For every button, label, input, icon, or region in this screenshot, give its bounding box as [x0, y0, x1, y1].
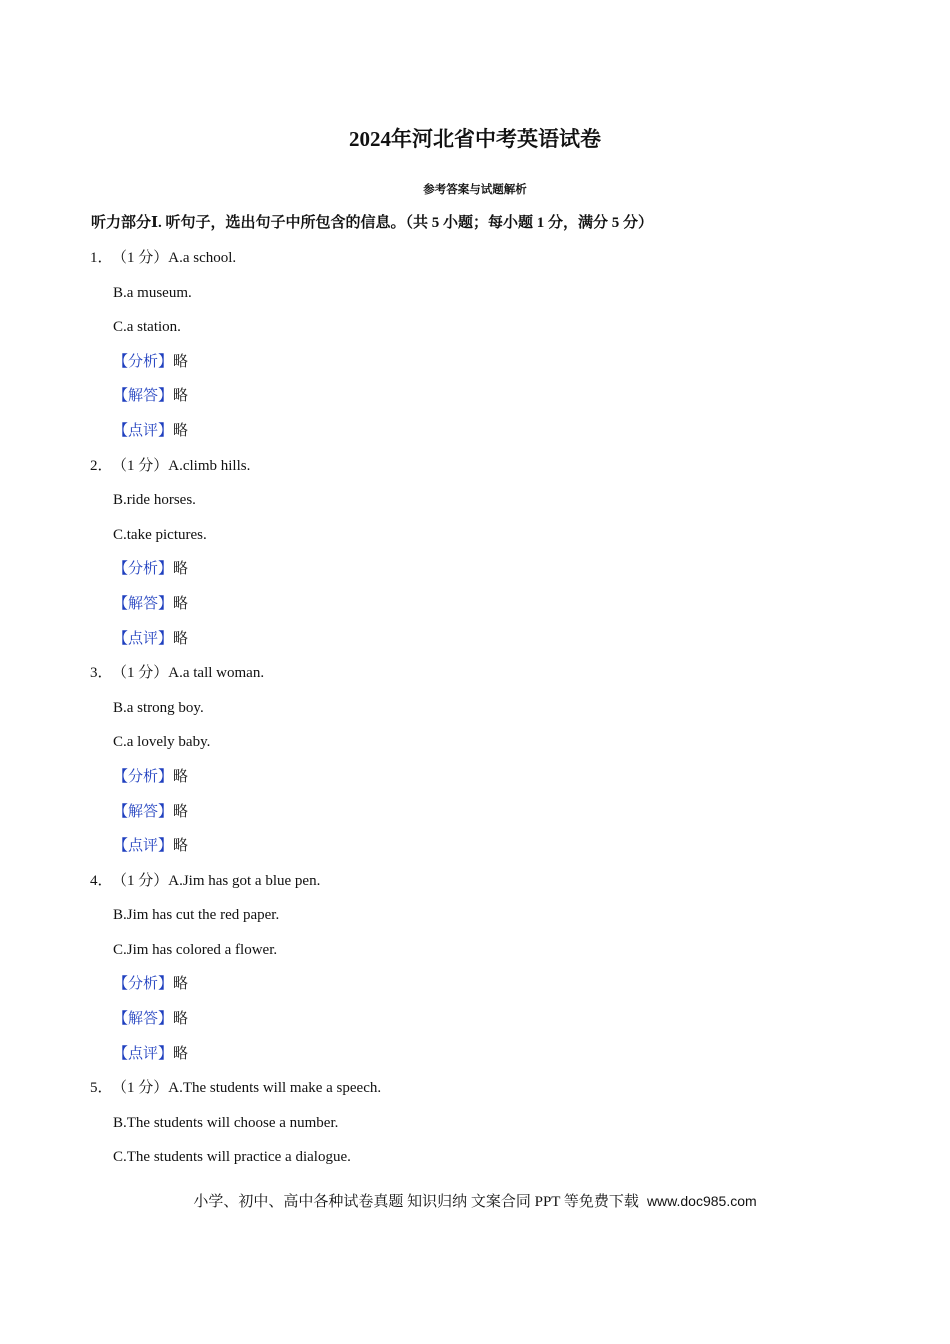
footer-url[interactable]: www.doc985.com — [646, 1193, 757, 1209]
question-score: （1 分） — [112, 665, 169, 682]
comment-row — [90, 1037, 870, 1072]
comment-text: 略 — [173, 630, 189, 647]
footer-text: 小学、初中、高中各种试卷真题 知识归纳 文案合同 PPT 等免费下载 — [193, 1194, 639, 1210]
analysis-row — [90, 345, 870, 380]
option-b: B.Jim has cut the red paper. — [113, 907, 280, 924]
question-score: （1 分） — [112, 872, 169, 889]
option-c: C.take pictures. — [113, 526, 207, 543]
question-score: （1 分） — [112, 250, 169, 266]
answer-label: 【解答】 — [113, 595, 174, 612]
analysis-text: 略 — [173, 353, 189, 370]
analysis-label: 【分析】 — [113, 976, 174, 993]
option-c: C.The students will practice a dialogue. — [113, 1149, 351, 1166]
question-number: 2． — [90, 457, 113, 474]
answer-label: 【解答】 — [113, 1011, 174, 1028]
question-stem — [90, 1071, 870, 1106]
question-stem — [90, 656, 870, 691]
question-number: 3． — [90, 665, 113, 682]
question-number: 5． — [90, 1080, 113, 1097]
option-a: A.The students will make a speech. — [168, 1080, 382, 1097]
comment-row — [90, 622, 870, 657]
answer-text: 略 — [173, 388, 189, 405]
option-a: A.a tall woman. — [168, 665, 265, 682]
question-list — [90, 241, 870, 1175]
question-2 — [90, 449, 870, 657]
question-1 — [90, 241, 870, 449]
answer-text: 略 — [173, 803, 189, 820]
question-3 — [90, 656, 870, 864]
option-a: A.climb hills. — [168, 457, 251, 474]
question-5 — [90, 1071, 870, 1175]
question-number: 4． — [90, 872, 113, 889]
question-number: 1． — [90, 250, 113, 266]
analysis-label: 【分析】 — [113, 353, 174, 370]
option-a: A.a school. — [168, 250, 237, 266]
analysis-row — [90, 760, 870, 795]
comment-row — [90, 829, 870, 864]
comment-label: 【点评】 — [113, 422, 174, 439]
option-c: C.Jim has colored a flower. — [113, 941, 278, 958]
question-score: （1 分） — [112, 457, 169, 474]
answer-text: 略 — [173, 595, 189, 612]
comment-text: 略 — [173, 422, 189, 439]
comment-label: 【点评】 — [113, 630, 174, 647]
option-c: C.a lovely baby. — [113, 734, 211, 751]
answer-label: 【解答】 — [113, 388, 174, 405]
question-score: （1 分） — [112, 1080, 169, 1097]
answer-row — [90, 587, 870, 622]
comment-row — [90, 414, 870, 449]
option-b: B.The students will choose a number. — [113, 1114, 339, 1131]
section-heading: 听力部分Ⅰ. 听句子，选出句子中所包含的信息。（共 5 小题；每小题 1 分，满分 5 分） — [91, 215, 654, 231]
comment-text: 略 — [173, 838, 189, 855]
page-subtitle: 参考答案与试题解析 — [423, 184, 527, 196]
question-stem — [90, 864, 870, 899]
analysis-text: 略 — [173, 561, 189, 578]
answer-row — [90, 379, 870, 414]
analysis-label: 【分析】 — [113, 561, 174, 578]
option-b: B.a strong boy. — [113, 699, 204, 716]
answer-text: 略 — [173, 1011, 189, 1028]
answer-row — [90, 1002, 870, 1037]
analysis-text: 略 — [173, 976, 189, 993]
analysis-label: 【分析】 — [113, 768, 174, 785]
question-stem — [90, 449, 870, 484]
option-b: B.ride horses. — [113, 492, 196, 509]
analysis-row — [90, 967, 870, 1002]
option-c: C.a station. — [113, 319, 181, 336]
page-title: 2024年河北省中考英语试卷 — [349, 127, 601, 151]
analysis-row — [90, 552, 870, 587]
question-4 — [90, 864, 870, 1072]
option-a: A.Jim has got a blue pen. — [168, 872, 321, 889]
question-stem — [90, 241, 870, 276]
answer-label: 【解答】 — [113, 803, 174, 820]
option-b: B.a museum. — [113, 284, 192, 301]
comment-text: 略 — [173, 1045, 189, 1062]
analysis-text: 略 — [173, 768, 189, 785]
page-footer — [0, 1188, 950, 1215]
answer-row — [90, 795, 870, 830]
comment-label: 【点评】 — [113, 838, 174, 855]
comment-label: 【点评】 — [113, 1045, 174, 1062]
